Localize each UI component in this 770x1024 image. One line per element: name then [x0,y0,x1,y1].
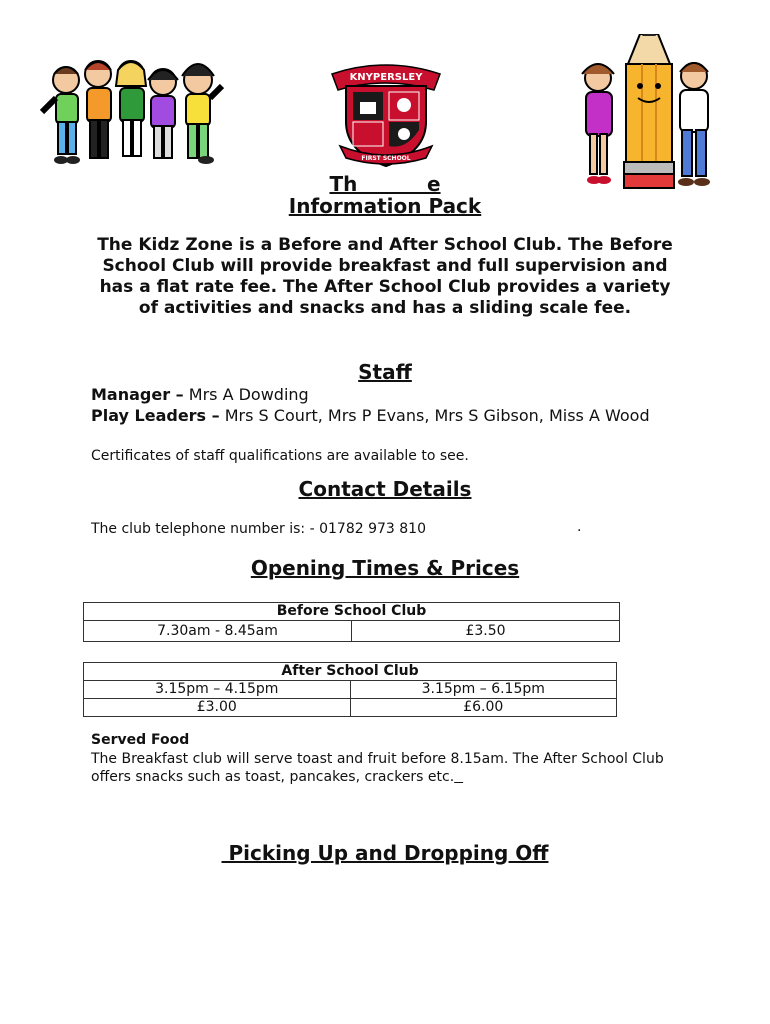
logo-bottom-text: FIRST SCHOOL [361,155,411,162]
children-clipart-image [38,56,224,171]
intro-paragraph: The Kidz Zone is a Before and After School Club. The Before School Club will provide breakfast and full supervision and has a flat rate fee. The After School Club provides a variety of activities and snacks and has a sliding scale fee. [97,235,673,318]
served-food-heading: Served Food [91,732,190,748]
before-school-table [83,602,620,642]
pencil-kids-clipart-image [570,34,720,190]
certificates-note: Certificates of staff qualifications are available to see. [91,448,469,464]
logo-top-text: KNYPERSLEY [349,72,423,83]
served-food-text [91,750,691,786]
play-leaders-value: Mrs S Court, Mrs P Evans, Mrs S Gibson, Miss A Wood [219,406,650,425]
before-school-time: 7.30am - 8.45am [84,621,352,642]
manager-label: Manager – [91,385,184,404]
play-leaders-line [91,405,671,426]
page-title-line2: Information Pack [288,194,482,218]
before-school-price: £3.50 [352,621,620,642]
page-title-line1: Th e [329,172,441,196]
after-school-time-short: 3.15pm – 4.15pm [84,681,351,699]
after-school-price-long: £6.00 [350,699,617,717]
after-school-price-short: £3.00 [84,699,351,717]
before-school-title: Before School Club [84,603,620,621]
after-school-time-long: 3.15pm – 6.15pm [350,681,617,699]
play-leaders-label: Play Leaders – [91,406,220,425]
trailing-dot: . [577,519,582,535]
manager-line [91,384,671,405]
staff-heading: Staff [358,360,412,384]
picking-up-heading: Picking Up and Dropping Off [221,841,549,865]
opening-heading: Opening Times & Prices [250,556,520,580]
served-food-body: The Breakfast club will serve toast and fruit before 8.15am. The After School Club offers snacks such as toast, pancakes, crackers etc. [91,751,664,785]
school-logo [326,60,446,170]
after-school-table [83,662,617,717]
phone-text: The club telephone number is: - 01782 973 810 [91,521,426,537]
manager-value: Mrs A Dowding [183,385,309,404]
after-school-title: After School Club [84,663,617,681]
contact-heading: Contact Details [298,477,472,501]
